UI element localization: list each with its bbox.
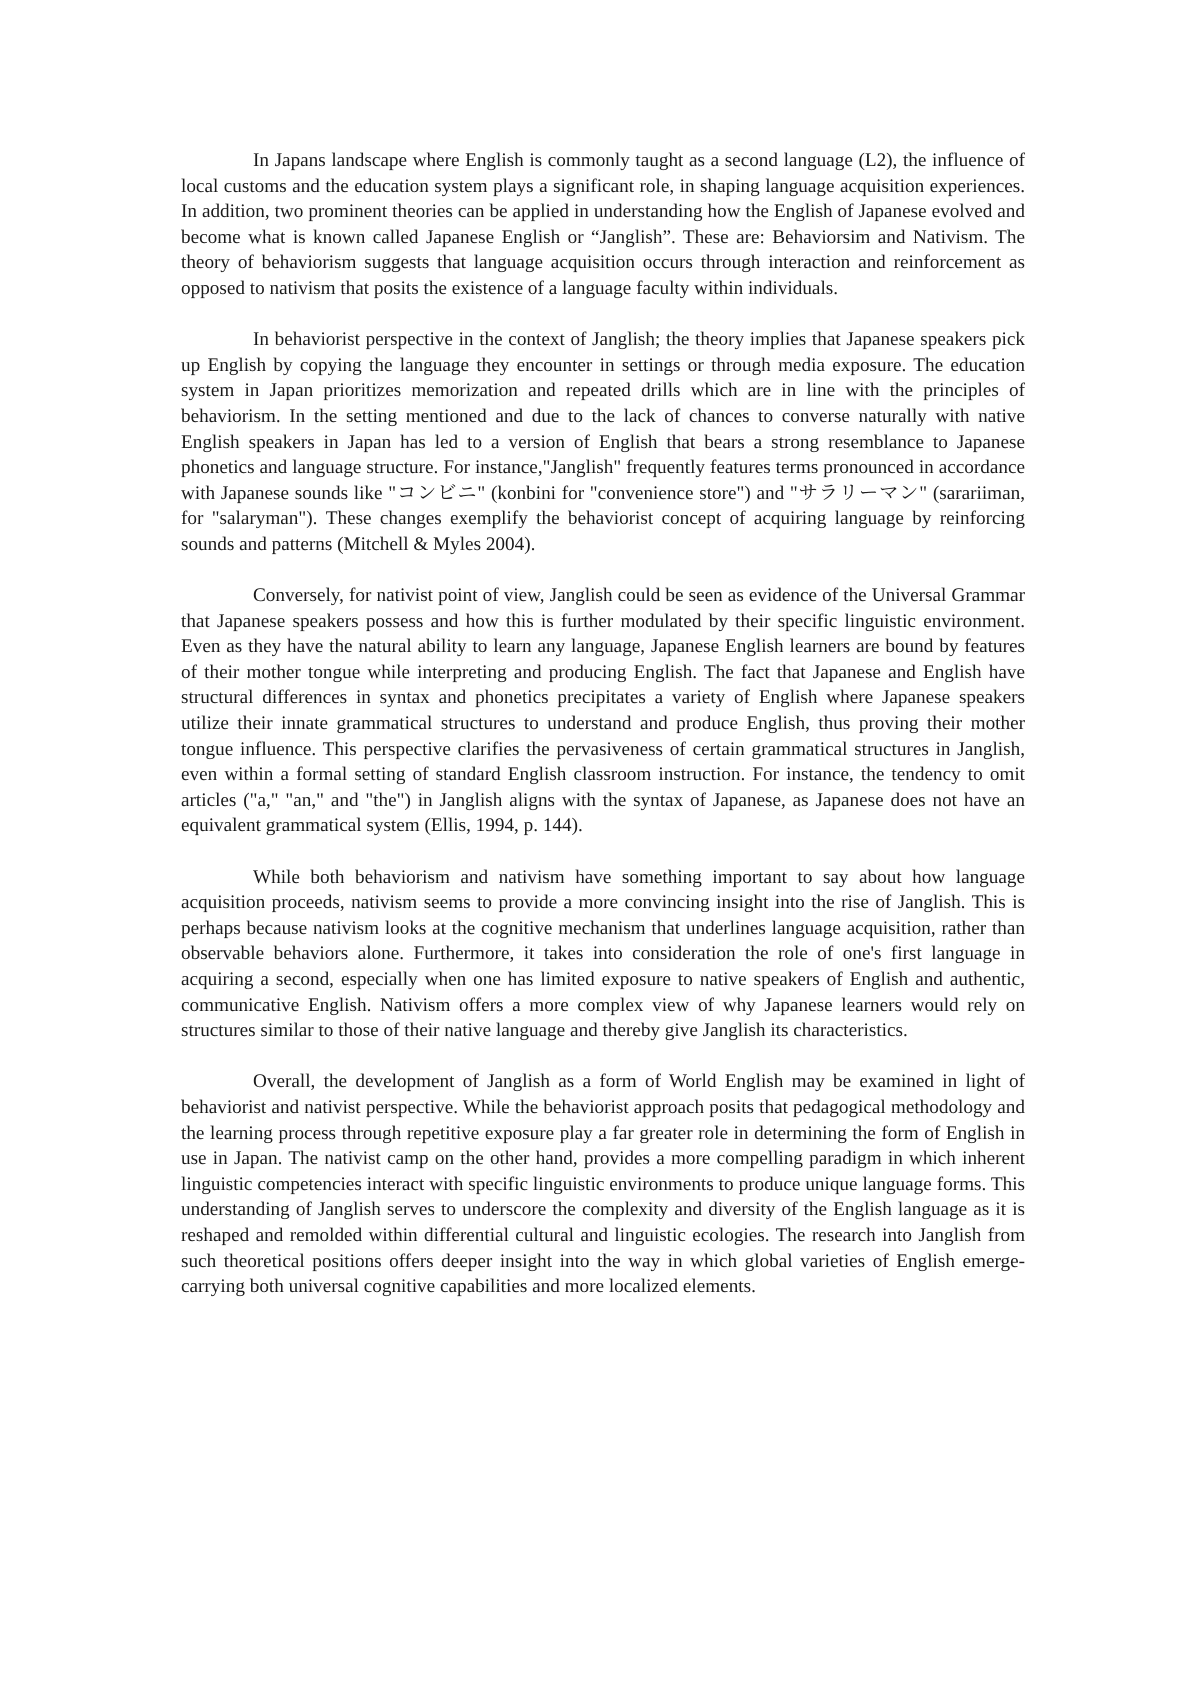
paragraph-nativist-perspective: Conversely, for nativist point of view, Janglish could be seen as evidence of the Universal Grammar that Japanese speakers possess and how this is further modulated by their specific linguistic environment. Even as they have the natural ability to learn any language, Japanese English learners are bound by features of their mother tongue while interpreting and producing English. The fact that Japanese and English have structural differences in syntax and phonetics precipitates a variety of English where Japanese speakers utilize their innate grammatical structures to understand and produce English, thus proving their mother tongue influence. This perspective clarifies the pervasiveness of certain grammatical structures in Janglish, even within a formal setting of standard English classroom instruction. For instance, the tendency to omit articles ("a," "an," and "the") in Janglish aligns with the syntax of Japanese, as Japanese does not have an equivalent grammatical system (Ellis, 1994, p. 144). — [181, 585, 1025, 837]
paragraph-introduction: In Japans landscape where English is commonly taught as a second language (L2), the influence of local customs and the education system plays a significant role, in shaping language acquisition experiences. In addition, two prominent theories can be applied in understanding how the English of Japanese evolved and become what is known called Japanese English or “Janglish”. These are: Behaviorsim and Nativism. The theory of behaviorism suggests that language acquisition occurs through interaction and reinforcement as opposed to nativism that posits the existence of a language faculty within individuals. — [181, 150, 1025, 299]
paragraph-behaviorist-perspective: In behaviorist perspective in the context of Janglish; the theory implies that Japanese speakers pick up English by copying the language they encounter in settings or through media exposure. The education system in Japan prioritizes memorization and repeated drills which are in line with the principles of behaviorism. In the setting mentioned and due to the lack of chances to converse naturally with native English speakers in Japan has led to a version of English that bears a strong resemblance to Japanese phonetics and language structure. For instance,"Janglish" frequently features terms pronounced in accordance with Japanese sounds like "コンビニ" (konbini for "convenience store") and "サラリーマン" (sarariiman, for "salaryman"). These changes exemplify the behaviorist concept of acquiring language by reinforcing sounds and patterns (Mitchell & Myles 2004). — [181, 329, 1025, 555]
document-body — [181, 148, 1025, 1300]
paragraph-conclusion: Overall, the development of Janglish as a form of World English may be examined in light of behaviorist and nativist perspective. While the behaviorist approach posits that pedagogical methodology and the learning process through repetitive exposure play a far greater role in determining the form of English in use in Japan. The nativist camp on the other hand, provides a more compelling paradigm in which inherent linguistic competencies interact with specific linguistic environments to produce unique language forms. This understanding of Janglish serves to underscore the complexity and diversity of the English language as it is reshaped and remolded within differential cultural and linguistic ecologies. The research into Janglish from such theoretical positions offers deeper insight into the way in which global varieties of English emerge-carrying both universal cognitive capabilities and more localized elements. — [181, 1071, 1025, 1298]
paragraph-comparison: While both behaviorism and nativism have something important to say about how language acquisition proceeds, nativism seems to provide a more convincing insight into the rise of Janglish. This is perhaps because nativism looks at the cognitive mechanism that underlines language acquisition, rather than observable behaviors alone. Furthermore, it takes into consideration the role of one's first language in acquiring a second, especially when one has limited exposure to native speakers of English and authentic, communicative English. Nativism offers a more complex view of why Japanese learners would rely on structures similar to those of their native language and thereby give Janglish its characteristics. — [181, 866, 1025, 1042]
